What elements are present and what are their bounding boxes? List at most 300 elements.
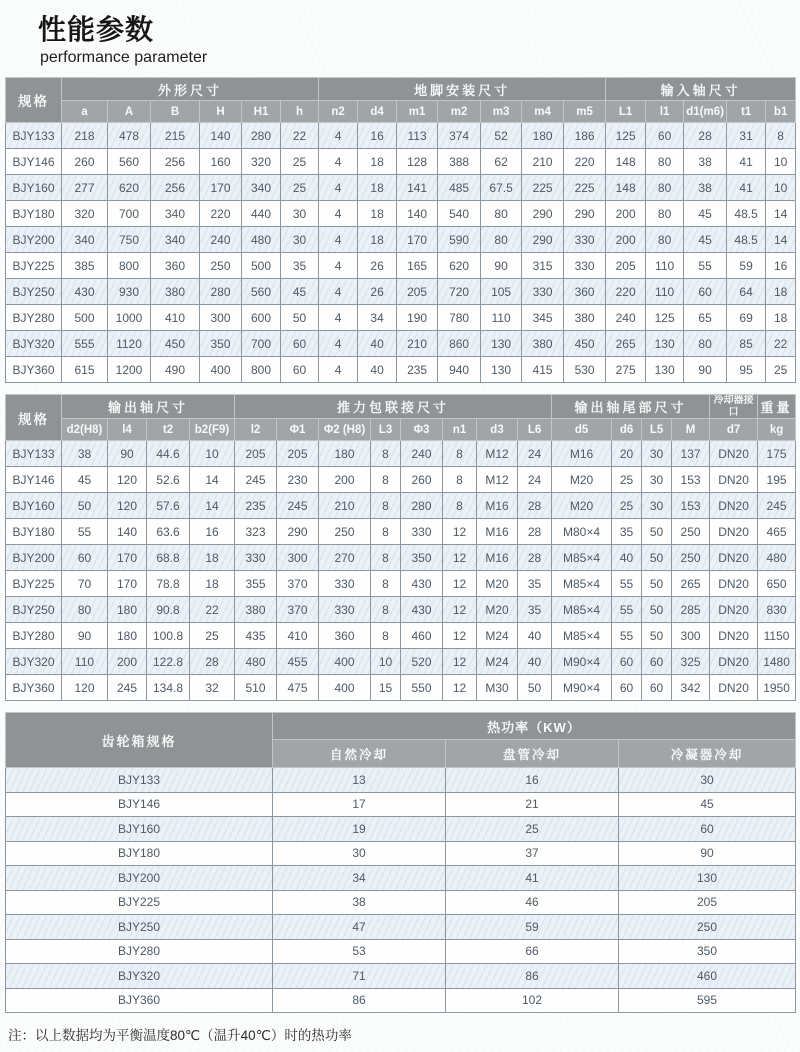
value-cell: M12 xyxy=(477,467,518,493)
table2-column-header: L6 xyxy=(518,419,552,441)
value-cell: 78.8 xyxy=(147,571,190,597)
value-cell: 1000 xyxy=(108,305,151,331)
table1-table xyxy=(5,77,796,383)
value-cell: 90 xyxy=(619,841,796,866)
value-cell: 38 xyxy=(684,175,727,201)
value-cell: 62 xyxy=(481,149,522,175)
table-row xyxy=(6,768,796,793)
value-cell: 4 xyxy=(319,357,358,383)
page-subtitle: performance parameter xyxy=(40,49,208,66)
table-row xyxy=(6,841,796,866)
value-cell: 18 xyxy=(766,305,796,331)
table3-column-header: 自然冷却 xyxy=(273,740,446,768)
value-cell: 750 xyxy=(108,227,151,253)
table2-group-header: 输出轴尺寸 xyxy=(62,395,235,419)
value-cell: 137 xyxy=(672,441,710,467)
value-cell: 190 xyxy=(397,305,438,331)
value-cell: 12 xyxy=(443,519,477,545)
value-cell: M85×4 xyxy=(552,571,612,597)
value-cell: 12 xyxy=(443,571,477,597)
value-cell: 930 xyxy=(108,279,151,305)
value-cell: 340 xyxy=(151,201,200,227)
spec-cell: BJY200 xyxy=(6,866,273,891)
value-cell: DN20 xyxy=(710,675,758,701)
value-cell: 45 xyxy=(62,467,108,493)
value-cell: 30 xyxy=(273,841,446,866)
spec-cell: BJY180 xyxy=(6,201,62,227)
table2-group-header: 推力包联接尺寸 xyxy=(235,395,552,419)
value-cell: 110 xyxy=(646,279,684,305)
value-cell: 141 xyxy=(397,175,438,201)
dimensions-table-container xyxy=(5,77,795,383)
value-cell: 360 xyxy=(151,253,200,279)
value-cell: 85 xyxy=(727,331,766,357)
value-cell: 90 xyxy=(684,357,727,383)
value-cell: 400 xyxy=(319,675,371,701)
value-cell: 380 xyxy=(564,305,606,331)
value-cell: 14 xyxy=(190,493,235,519)
value-cell: 50 xyxy=(642,519,672,545)
value-cell: 18 xyxy=(190,545,235,571)
table-row xyxy=(6,519,796,545)
value-cell: 780 xyxy=(438,305,481,331)
table1-group-header: 外形尺寸 xyxy=(62,78,319,101)
value-cell: 50 xyxy=(642,623,672,649)
spec-cell: BJY280 xyxy=(6,623,62,649)
value-cell: 25 xyxy=(612,493,642,519)
value-cell: 530 xyxy=(564,357,606,383)
value-cell: 210 xyxy=(319,493,371,519)
spec-cell: BJY280 xyxy=(6,305,62,331)
value-cell: 245 xyxy=(235,467,277,493)
table2-column-header: d3 xyxy=(477,419,518,441)
value-cell: 10 xyxy=(766,175,796,201)
value-cell: M16 xyxy=(477,545,518,571)
table-row xyxy=(6,964,796,989)
spec-cell: BJY250 xyxy=(6,279,62,305)
value-cell: 555 xyxy=(62,331,108,357)
value-cell: 265 xyxy=(672,571,710,597)
value-cell: 350 xyxy=(401,545,443,571)
value-cell: 4 xyxy=(319,175,358,201)
spec-cell: BJY320 xyxy=(6,649,62,675)
spec-cell: BJY250 xyxy=(6,597,62,623)
value-cell: 110 xyxy=(646,253,684,279)
output-shaft-table-container xyxy=(5,394,795,701)
table2-column-header: t2 xyxy=(147,419,190,441)
value-cell: 55 xyxy=(612,571,642,597)
value-cell: 37 xyxy=(446,841,619,866)
value-cell: 1480 xyxy=(758,649,796,675)
value-cell: 50 xyxy=(518,675,552,701)
value-cell: 31 xyxy=(727,123,766,149)
value-cell: 80 xyxy=(646,175,684,201)
value-cell: 22 xyxy=(766,331,796,357)
value-cell: 30 xyxy=(281,227,319,253)
value-cell: 300 xyxy=(200,305,242,331)
value-cell: 8 xyxy=(766,123,796,149)
value-cell: 14 xyxy=(190,467,235,493)
value-cell: 200 xyxy=(319,467,371,493)
table2-column-header: L3 xyxy=(371,419,401,441)
value-cell: 120 xyxy=(62,675,108,701)
value-cell: 550 xyxy=(401,675,443,701)
table1-column-header: d4 xyxy=(358,101,397,123)
value-cell: 4 xyxy=(319,305,358,331)
thermal-power-table-container xyxy=(5,712,795,1013)
value-cell: 330 xyxy=(319,571,371,597)
value-cell: 8 xyxy=(371,519,401,545)
table2-spec-header: 规格 xyxy=(6,395,62,441)
table1-column-header: t1 xyxy=(727,101,766,123)
value-cell: 540 xyxy=(438,201,481,227)
value-cell: 280 xyxy=(242,123,281,149)
value-cell: 125 xyxy=(606,123,646,149)
value-cell: 500 xyxy=(62,305,108,331)
value-cell: M30 xyxy=(477,675,518,701)
spec-cell: BJY225 xyxy=(6,571,62,597)
table3-column-header: 冷凝器冷却 xyxy=(619,740,796,768)
value-cell: 65 xyxy=(684,305,727,331)
value-cell: DN20 xyxy=(710,623,758,649)
value-cell: 325 xyxy=(672,649,710,675)
table-row xyxy=(6,123,796,149)
value-cell: 52.6 xyxy=(147,467,190,493)
value-cell: 290 xyxy=(277,519,319,545)
value-cell: 153 xyxy=(672,493,710,519)
value-cell: M24 xyxy=(477,623,518,649)
value-cell: 17 xyxy=(273,792,446,817)
value-cell: 44.6 xyxy=(147,441,190,467)
value-cell: 400 xyxy=(319,649,371,675)
value-cell: 28 xyxy=(518,545,552,571)
value-cell: 10 xyxy=(371,649,401,675)
value-cell: 12 xyxy=(443,597,477,623)
table-row xyxy=(6,890,796,915)
value-cell: 250 xyxy=(319,519,371,545)
value-cell: 195 xyxy=(758,467,796,493)
value-cell: 8 xyxy=(371,571,401,597)
value-cell: 650 xyxy=(758,571,796,597)
value-cell: 400 xyxy=(200,357,242,383)
value-cell: M12 xyxy=(477,441,518,467)
value-cell: 250 xyxy=(672,545,710,571)
value-cell: 10 xyxy=(766,149,796,175)
value-cell: 30 xyxy=(642,467,672,493)
spec-cell: BJY225 xyxy=(6,253,62,279)
value-cell: 68.8 xyxy=(147,545,190,571)
value-cell: 35 xyxy=(281,253,319,279)
table1-column-header: h xyxy=(281,101,319,123)
table1-column-header: A xyxy=(108,101,151,123)
table-row xyxy=(6,357,796,383)
value-cell: 80 xyxy=(646,227,684,253)
value-cell: 170 xyxy=(108,571,147,597)
value-cell: 290 xyxy=(522,227,564,253)
table2-column-header: Φ2 (H8) xyxy=(319,419,371,441)
value-cell: 315 xyxy=(522,253,564,279)
value-cell: 14 xyxy=(766,227,796,253)
value-cell: 455 xyxy=(277,649,319,675)
value-cell: 360 xyxy=(319,623,371,649)
value-cell: 280 xyxy=(401,493,443,519)
value-cell: 220 xyxy=(564,149,606,175)
spec-cell: BJY160 xyxy=(6,817,273,842)
table-row xyxy=(6,253,796,279)
value-cell: 250 xyxy=(619,915,796,940)
value-cell: 110 xyxy=(481,305,522,331)
table2-column-header: Φ3 xyxy=(401,419,443,441)
value-cell: 4 xyxy=(319,201,358,227)
value-cell: 57.6 xyxy=(147,493,190,519)
value-cell: 235 xyxy=(235,493,277,519)
value-cell: 67.5 xyxy=(481,175,522,201)
value-cell: 130 xyxy=(646,357,684,383)
table-row xyxy=(6,571,796,597)
value-cell: 235 xyxy=(397,357,438,383)
value-cell: 120 xyxy=(108,493,147,519)
value-cell: 34 xyxy=(358,305,397,331)
spec-cell: BJY180 xyxy=(6,841,273,866)
value-cell: 18 xyxy=(358,227,397,253)
value-cell: 80 xyxy=(481,201,522,227)
value-cell: 800 xyxy=(242,357,281,383)
value-cell: 41 xyxy=(727,175,766,201)
table1-column-header: m1 xyxy=(397,101,438,123)
spec-cell: BJY320 xyxy=(6,331,62,357)
value-cell: 40 xyxy=(612,545,642,571)
value-cell: 270 xyxy=(319,545,371,571)
spec-cell: BJY133 xyxy=(6,441,62,467)
value-cell: 330 xyxy=(319,597,371,623)
value-cell: 475 xyxy=(277,675,319,701)
value-cell: 245 xyxy=(758,493,796,519)
spec-cell: BJY200 xyxy=(6,545,62,571)
value-cell: 25 xyxy=(446,817,619,842)
value-cell: 8 xyxy=(371,441,401,467)
value-cell: DN20 xyxy=(710,519,758,545)
value-cell: 16 xyxy=(766,253,796,279)
value-cell: 170 xyxy=(200,175,242,201)
value-cell: 48.5 xyxy=(727,201,766,227)
value-cell: 720 xyxy=(438,279,481,305)
value-cell: 940 xyxy=(438,357,481,383)
value-cell: 12 xyxy=(443,649,477,675)
table-row xyxy=(6,988,796,1013)
value-cell: 440 xyxy=(242,201,281,227)
value-cell: 40 xyxy=(518,623,552,649)
value-cell: 59 xyxy=(446,915,619,940)
value-cell: 71 xyxy=(273,964,446,989)
value-cell: 478 xyxy=(108,123,151,149)
value-cell: M90×4 xyxy=(552,675,612,701)
value-cell: 55 xyxy=(684,253,727,279)
table-row xyxy=(6,441,796,467)
value-cell: 300 xyxy=(672,623,710,649)
value-cell: 25 xyxy=(281,149,319,175)
table-row xyxy=(6,939,796,964)
value-cell: 105 xyxy=(481,279,522,305)
table3-table xyxy=(5,712,796,1013)
value-cell: 330 xyxy=(564,253,606,279)
table-row xyxy=(6,201,796,227)
value-cell: 175 xyxy=(758,441,796,467)
value-cell: 560 xyxy=(108,149,151,175)
table-row xyxy=(6,866,796,891)
value-cell: 388 xyxy=(438,149,481,175)
value-cell: 430 xyxy=(401,571,443,597)
value-cell: M20 xyxy=(552,467,612,493)
value-cell: 290 xyxy=(564,201,606,227)
value-cell: 24 xyxy=(518,467,552,493)
table1-column-header: L1 xyxy=(606,101,646,123)
value-cell: M90×4 xyxy=(552,649,612,675)
value-cell: 160 xyxy=(200,149,242,175)
value-cell: 430 xyxy=(401,597,443,623)
value-cell: 50 xyxy=(281,305,319,331)
value-cell: DN20 xyxy=(710,649,758,675)
value-cell: 4 xyxy=(319,331,358,357)
value-cell: 374 xyxy=(438,123,481,149)
value-cell: 240 xyxy=(606,305,646,331)
spec-cell: BJY133 xyxy=(6,768,273,793)
value-cell: 205 xyxy=(619,890,796,915)
value-cell: 218 xyxy=(62,123,108,149)
value-cell: 148 xyxy=(606,175,646,201)
value-cell: 60 xyxy=(684,279,727,305)
value-cell: 485 xyxy=(438,175,481,201)
value-cell: 15 xyxy=(371,675,401,701)
spec-cell: BJY146 xyxy=(6,792,273,817)
value-cell: 170 xyxy=(108,545,147,571)
table-row xyxy=(6,227,796,253)
value-cell: 140 xyxy=(397,201,438,227)
value-cell: 320 xyxy=(242,149,281,175)
value-cell: 60 xyxy=(612,649,642,675)
value-cell: 22 xyxy=(190,597,235,623)
value-cell: 100.8 xyxy=(147,623,190,649)
value-cell: 28 xyxy=(190,649,235,675)
value-cell: 340 xyxy=(242,175,281,201)
value-cell: 34 xyxy=(273,866,446,891)
spec-cell: BJY133 xyxy=(6,123,62,149)
value-cell: 52 xyxy=(481,123,522,149)
value-cell: 60 xyxy=(62,545,108,571)
value-cell: 12 xyxy=(443,675,477,701)
table1-column-header: a xyxy=(62,101,108,123)
table2-column-header: l2 xyxy=(235,419,277,441)
value-cell: M85×4 xyxy=(552,623,612,649)
value-cell: 55 xyxy=(62,519,108,545)
value-cell: 25 xyxy=(612,467,642,493)
table-row xyxy=(6,623,796,649)
value-cell: M20 xyxy=(477,597,518,623)
value-cell: 342 xyxy=(672,675,710,701)
value-cell: 28 xyxy=(684,123,727,149)
table-row xyxy=(6,305,796,331)
value-cell: 290 xyxy=(522,201,564,227)
title-block xyxy=(38,8,795,67)
value-cell: 275 xyxy=(606,357,646,383)
value-cell: 330 xyxy=(564,227,606,253)
spec-cell: BJY146 xyxy=(6,149,62,175)
value-cell: 86 xyxy=(273,988,446,1013)
value-cell: 210 xyxy=(522,149,564,175)
value-cell: 47 xyxy=(273,915,446,940)
value-cell: 435 xyxy=(235,623,277,649)
value-cell: 1950 xyxy=(758,675,796,701)
value-cell: 205 xyxy=(606,253,646,279)
value-cell: 860 xyxy=(438,331,481,357)
table2-column-header: Φ1 xyxy=(277,419,319,441)
value-cell: 8 xyxy=(443,493,477,519)
value-cell: DN20 xyxy=(710,441,758,467)
value-cell: 225 xyxy=(522,175,564,201)
table1-group-header: 地脚安装尺寸 xyxy=(319,78,606,101)
value-cell: 410 xyxy=(277,623,319,649)
value-cell: 59 xyxy=(727,253,766,279)
value-cell: 225 xyxy=(564,175,606,201)
value-cell: 122.8 xyxy=(147,649,190,675)
table1-column-header: m3 xyxy=(481,101,522,123)
value-cell: M20 xyxy=(477,571,518,597)
value-cell: 12 xyxy=(443,623,477,649)
spec-cell: BJY146 xyxy=(6,467,62,493)
table-row xyxy=(6,493,796,519)
value-cell: 18 xyxy=(766,279,796,305)
value-cell: 14 xyxy=(766,201,796,227)
value-cell: 360 xyxy=(564,279,606,305)
table2-column-header: b2(F9) xyxy=(190,419,235,441)
value-cell: 277 xyxy=(62,175,108,201)
value-cell: 45 xyxy=(684,227,727,253)
value-cell: 90.8 xyxy=(147,597,190,623)
value-cell: 220 xyxy=(606,279,646,305)
value-cell: 18 xyxy=(358,201,397,227)
table1-column-header: m5 xyxy=(564,101,606,123)
page-title: 性能参数 xyxy=(38,14,155,45)
value-cell: 46 xyxy=(446,890,619,915)
footnote: 注：以上数据均为平衡温度80℃（温升40℃）时的热功率 xyxy=(8,1028,352,1043)
value-cell: 30 xyxy=(642,441,672,467)
value-cell: 40 xyxy=(358,357,397,383)
value-cell: 20 xyxy=(612,441,642,467)
value-cell: 64 xyxy=(727,279,766,305)
value-cell: 590 xyxy=(438,227,481,253)
value-cell: 620 xyxy=(438,253,481,279)
value-cell: 35 xyxy=(612,519,642,545)
value-cell: 800 xyxy=(108,253,151,279)
table2-group-header: 冷却器接口 xyxy=(710,395,758,419)
value-cell: 60 xyxy=(612,675,642,701)
table3-column-header: 盘管冷却 xyxy=(446,740,619,768)
value-cell: 340 xyxy=(62,227,108,253)
spec-cell: BJY320 xyxy=(6,964,273,989)
value-cell: 415 xyxy=(522,357,564,383)
table1-column-header: m4 xyxy=(522,101,564,123)
value-cell: 22 xyxy=(281,123,319,149)
value-cell: 60 xyxy=(646,123,684,149)
value-cell: 8 xyxy=(443,441,477,467)
table1-column-header: H xyxy=(200,101,242,123)
value-cell: 41 xyxy=(727,149,766,175)
value-cell: M80×4 xyxy=(552,519,612,545)
value-cell: 380 xyxy=(235,597,277,623)
value-cell: 8 xyxy=(371,545,401,571)
value-cell: 480 xyxy=(758,545,796,571)
value-cell: 38 xyxy=(273,890,446,915)
table2-column-header: kg xyxy=(758,419,796,441)
